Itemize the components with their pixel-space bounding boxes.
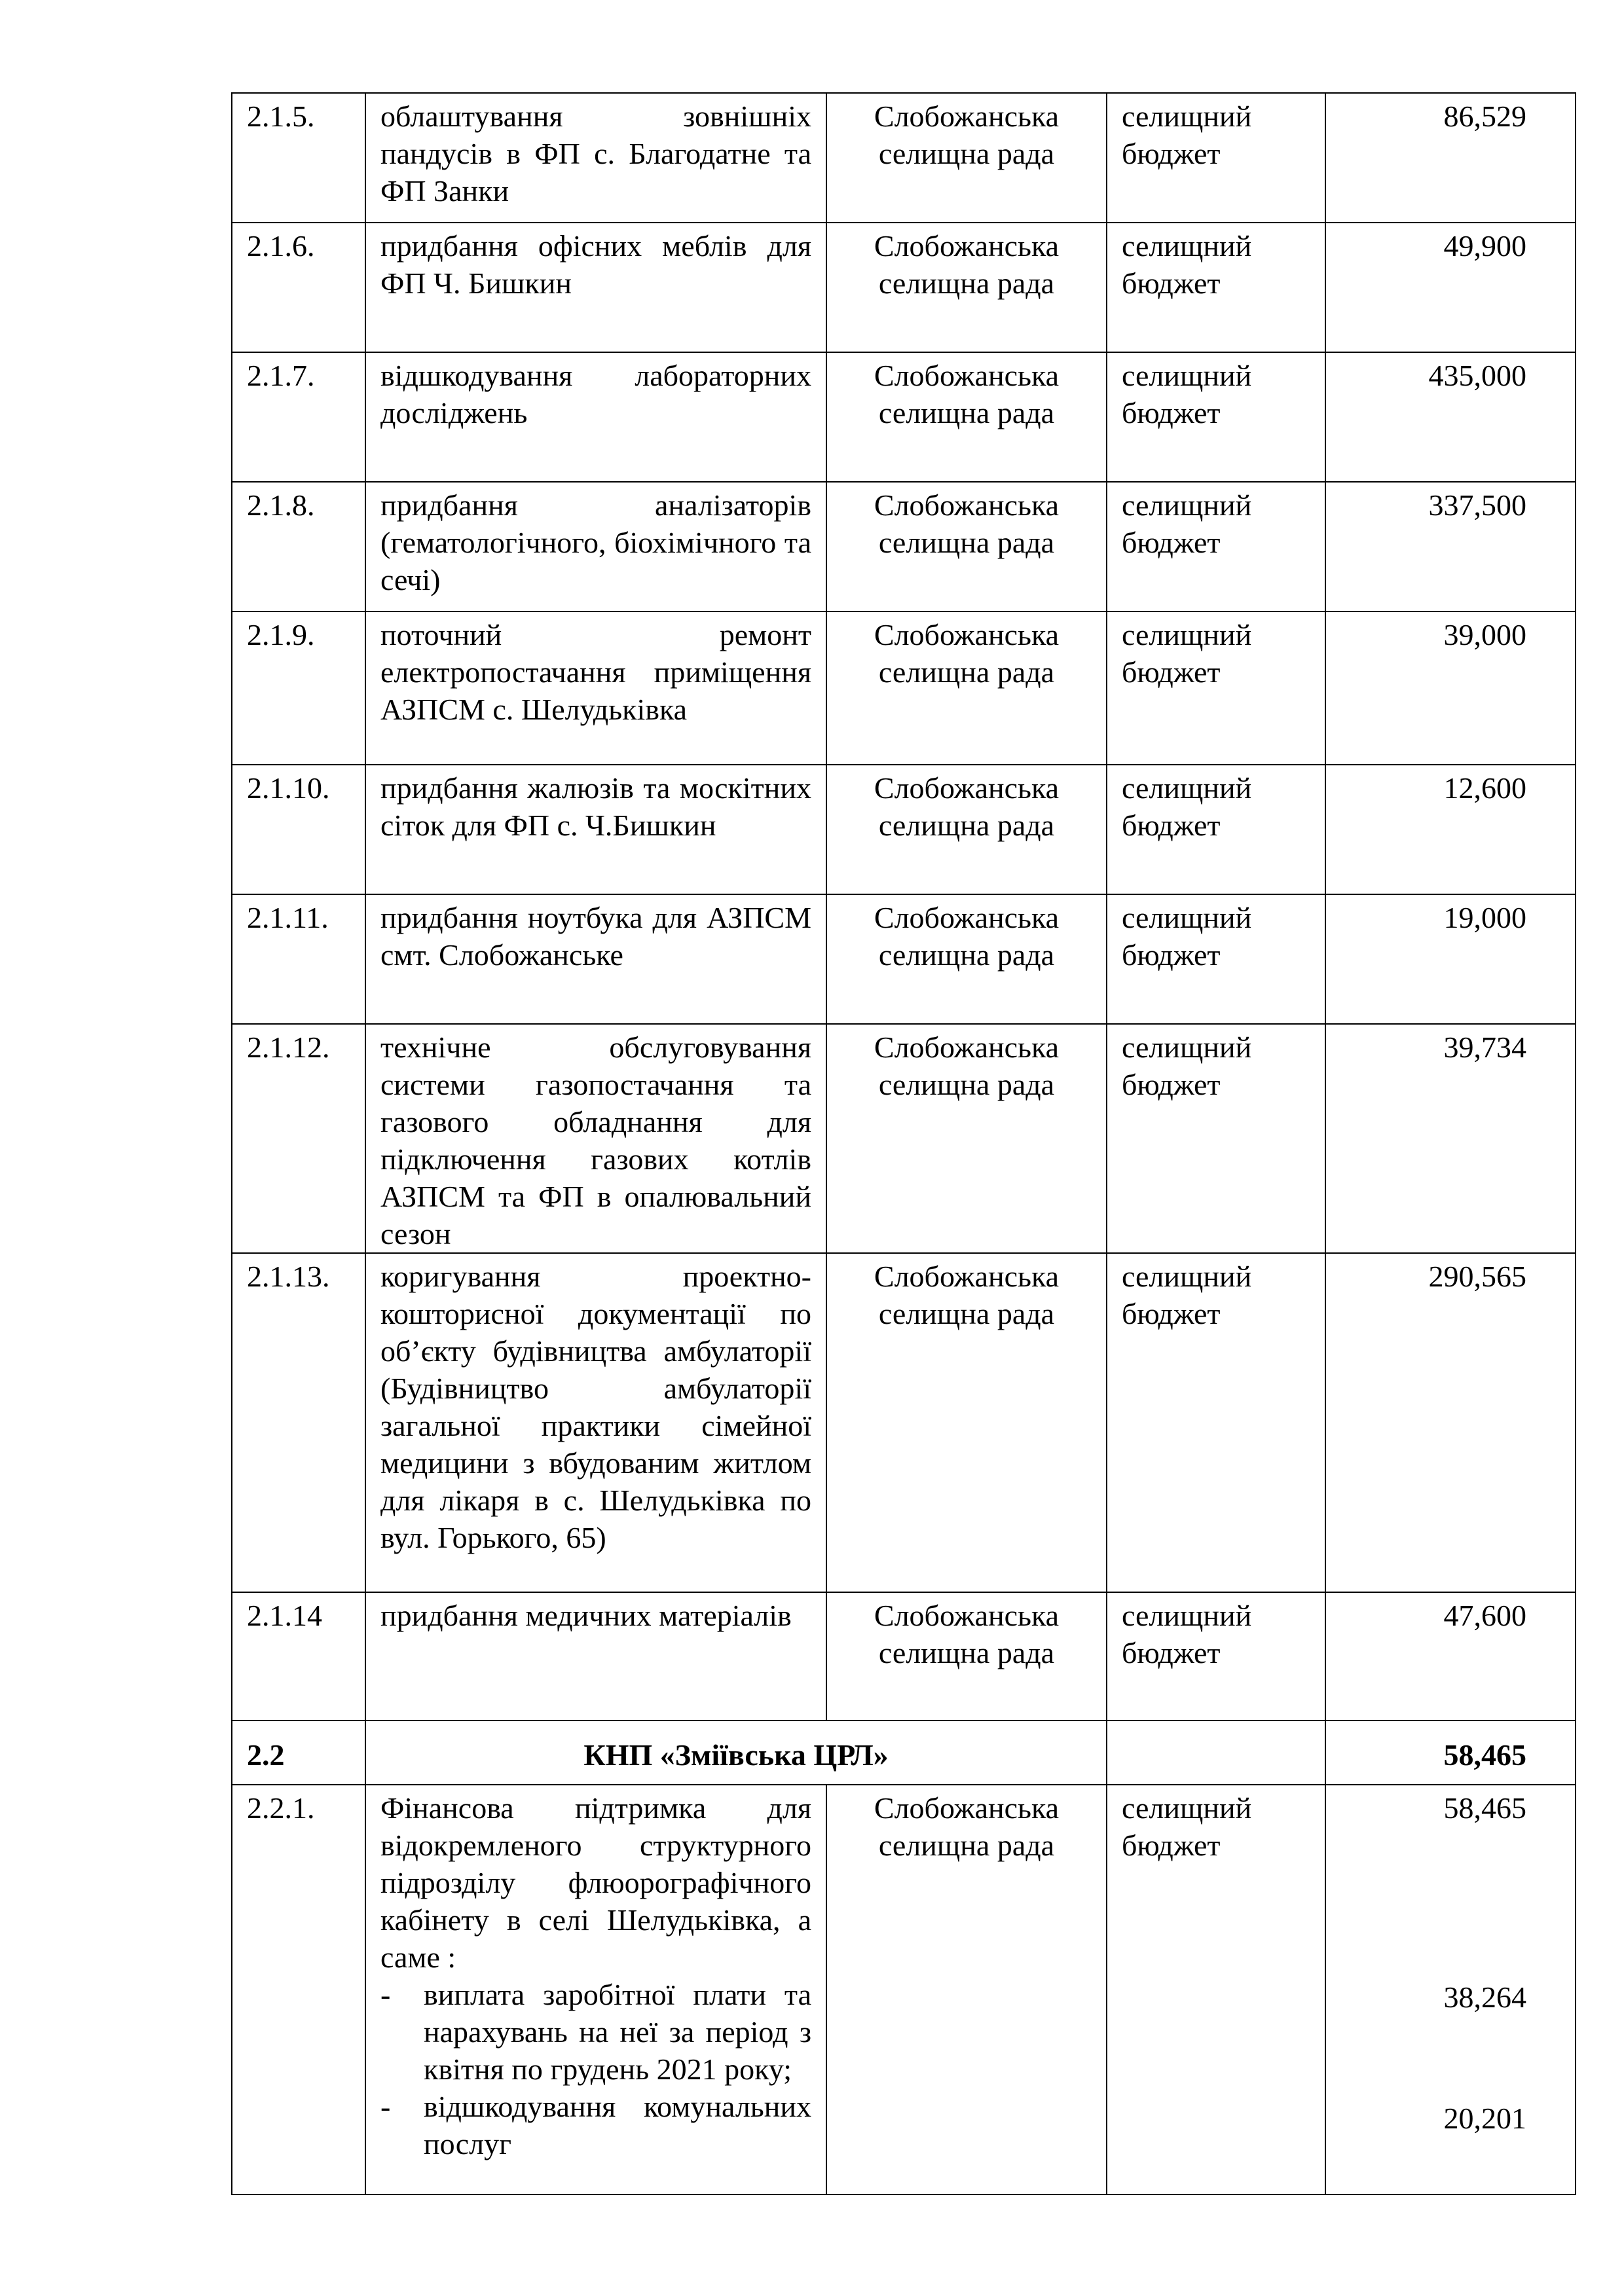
amount-cell: 47,600 xyxy=(1325,1592,1576,1721)
measure-description: технічне обслуговування системи газопостачання та газового обладнання для підключення газових котлів АЗПСМ та ФП в опалювальний сезон xyxy=(365,1024,826,1253)
utilities-amount: 20,201 xyxy=(1443,2102,1526,2135)
funding-source-cell: селищний бюджет xyxy=(1107,894,1325,1024)
executor-cell: Слобожанська селищна рада xyxy=(826,1253,1107,1592)
measure-description: придбання ноутбука для АЗПСМ смт. Слобожанське xyxy=(365,894,826,1024)
funding-source-cell: селищний бюджет xyxy=(1107,93,1325,223)
row-number: 2.1.9. xyxy=(232,611,365,765)
row-number: 2.1.13. xyxy=(232,1253,365,1592)
measure-description xyxy=(365,1785,826,2195)
total-amount: 58,465 xyxy=(1443,1791,1526,1825)
amount-cell: 39,000 xyxy=(1325,611,1576,765)
description-intro: Фінансова підтримка для відокремленого структурного підрозділу флюорографічного кабінету в селі Шелудьківка, а саме : xyxy=(380,1791,811,1974)
amount-cell: 49,900 xyxy=(1325,223,1576,352)
section-row xyxy=(232,1721,1576,1785)
row-number: 2.1.11. xyxy=(232,894,365,1024)
executor-cell: Слобожанська селищна рада xyxy=(826,765,1107,894)
measure-description: придбання аналізаторів (гематологічного, біохімічного та сечі) xyxy=(365,482,826,611)
funding-source-cell: селищний бюджет xyxy=(1107,1253,1325,1592)
table-row xyxy=(232,1024,1576,1253)
amount-cell: 86,529 xyxy=(1325,93,1576,223)
executor-cell: Слобожанська селищна рада xyxy=(826,223,1107,352)
executor-cell: Слобожанська селищна рада xyxy=(826,1785,1107,2195)
amount-cell: 337,500 xyxy=(1325,482,1576,611)
measure-description: коригування проектно-кошторисної документації по об’єкту будівництва амбулаторії (Будівництво амбулаторії загальної практики сімейної медицини з вбудованим житлом для лікаря в с. Шелудьківка по вул. Горького, 65) xyxy=(365,1253,826,1592)
table-row xyxy=(232,894,1576,1024)
table-row xyxy=(232,1253,1576,1592)
measure-description: облаштування зовнішніх пандусів в ФП с. Благодатне та ФП Занки xyxy=(365,93,826,223)
funding-source-cell: селищний бюджет xyxy=(1107,1592,1325,1721)
funding-source-cell: селищний бюджет xyxy=(1107,482,1325,611)
executor-cell: Слобожанська селищна рада xyxy=(826,1592,1107,1721)
table-row xyxy=(232,1785,1576,2195)
row-number: 2.1.12. xyxy=(232,1024,365,1253)
executor-cell: Слобожанська селищна рада xyxy=(826,482,1107,611)
table-row xyxy=(232,765,1576,894)
executor-cell: Слобожанська селищна рада xyxy=(826,894,1107,1024)
executor-cell: Слобожанська селищна рада xyxy=(826,611,1107,765)
row-number: 2.1.10. xyxy=(232,765,365,894)
executor-cell: Слобожанська селищна рада xyxy=(826,93,1107,223)
executor-cell: Слобожанська селищна рада xyxy=(826,352,1107,482)
row-number: 2.1.7. xyxy=(232,352,365,482)
table-row xyxy=(232,352,1576,482)
measure-description: придбання офісних меблів для ФП Ч. Бишкин xyxy=(365,223,826,352)
row-number: 2.1.14 xyxy=(232,1592,365,1721)
table-row xyxy=(232,93,1576,223)
section-title: КНП «Зміївська ЦРЛ» xyxy=(365,1721,1107,1785)
amount-cell: 19,000 xyxy=(1325,894,1576,1024)
funding-source-cell: селищний бюджет xyxy=(1107,1024,1325,1253)
amount-cell: 39,734 xyxy=(1325,1024,1576,1253)
section-amount: 58,465 xyxy=(1325,1721,1576,1785)
funding-source-cell: селищний бюджет xyxy=(1107,223,1325,352)
salary-amount: 38,264 xyxy=(1443,1980,1526,2014)
funding-source-cell: селищний бюджет xyxy=(1107,352,1325,482)
funding-source-cell: селищний бюджет xyxy=(1107,611,1325,765)
amount-cell: 435,000 xyxy=(1325,352,1576,482)
amount-cell: 12,600 xyxy=(1325,765,1576,894)
table-row xyxy=(232,611,1576,765)
executor-cell: Слобожанська селищна рада xyxy=(826,1024,1107,1253)
table-row xyxy=(232,1592,1576,1721)
section-empty-cell xyxy=(1107,1721,1325,1785)
section-number: 2.2 xyxy=(232,1721,365,1785)
budget-table xyxy=(231,92,1576,2195)
funding-source-cell: селищний бюджет xyxy=(1107,765,1325,894)
row-number: 2.2.1. xyxy=(232,1785,365,2195)
list-item: - виплата заробітної плати та нарахувань на неї за період з квітня по грудень 2021 року; xyxy=(380,1976,811,2088)
list-item: - відшкодування комунальних послуг xyxy=(380,2088,811,2162)
funding-source-cell: селищний бюджет xyxy=(1107,1785,1325,2195)
measure-description: придбання жалюзів та москітних сіток для ФП с. Ч.Бишкин xyxy=(365,765,826,894)
description-list xyxy=(380,1976,811,2162)
measure-description: придбання медичних матеріалів xyxy=(365,1592,826,1721)
table-row xyxy=(232,223,1576,352)
table-row xyxy=(232,482,1576,611)
measure-description: поточний ремонт електропостачання приміщення АЗПСМ с. Шелудьківка xyxy=(365,611,826,765)
row-number: 2.1.6. xyxy=(232,223,365,352)
row-number: 2.1.5. xyxy=(232,93,365,223)
measure-description: відшкодування лабораторних досліджень xyxy=(365,352,826,482)
amount-cell: 290,565 xyxy=(1325,1253,1576,1592)
amount-cell xyxy=(1325,1785,1576,2195)
row-number: 2.1.8. xyxy=(232,482,365,611)
